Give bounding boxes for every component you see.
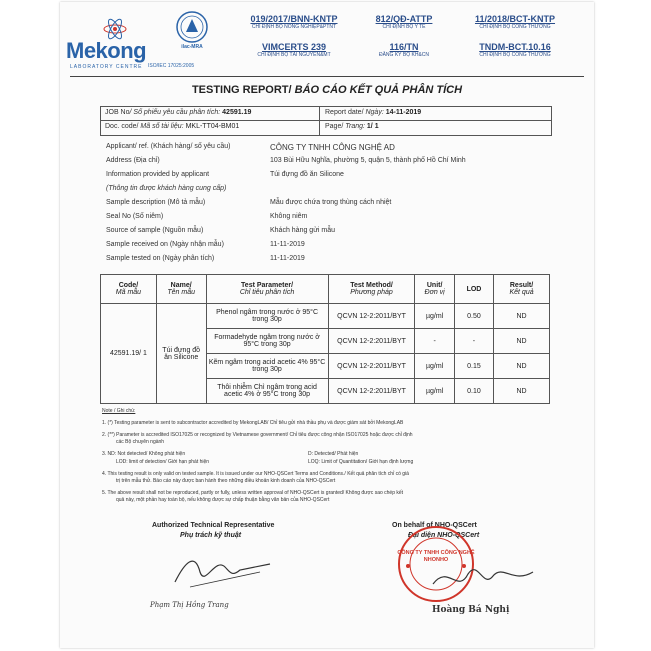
cert-5 xyxy=(364,42,444,58)
accreditation-seal-icon xyxy=(170,10,214,44)
header-divider xyxy=(70,76,584,77)
note-item: LOD: limit of detection/ Giới hạn phát hiện xyxy=(116,459,210,465)
info-label: Information provided by applicant xyxy=(106,171,210,178)
right-signatory-title: On behalf of NHO-QSCert xyxy=(392,522,477,529)
column-header: Result/ Kết quả xyxy=(494,275,550,304)
result: ND xyxy=(494,379,550,404)
info-value: Không niêm xyxy=(270,213,308,220)
note-item: D: Detected/ Phát hiện xyxy=(308,451,359,457)
cert-6 xyxy=(460,42,570,58)
test-parameter: Kẽm ngâm trong acid acetic 4% 95°C trong 30p xyxy=(206,354,328,379)
title-vi: BÁO CÁO KẾT QUẢ PHÂN TÍCH xyxy=(291,84,463,96)
cert-3 xyxy=(460,14,570,30)
logo-word: Mekong xyxy=(66,38,147,63)
info-value: Mẫu được chứa trong thùng cách nhiệt xyxy=(270,199,392,206)
right-signatory-name: Hoàng Bá Nghị xyxy=(432,605,510,615)
cert-code: 116/TN xyxy=(389,42,419,52)
cert-desc: CHỈ ĐỊNH BỘ CÔNG THƯƠNG xyxy=(479,24,551,30)
info-label: Seal No (Số niêm) xyxy=(106,213,164,220)
result: ND xyxy=(494,329,550,354)
job-number: JOB No/ Số phiếu yêu cầu phân tích: 42591.19 xyxy=(105,109,252,116)
cert-desc: CHỈ ĐỊNH BỘ CÔNG THƯƠNG xyxy=(479,52,551,58)
iso-standard: ISO/IEC 17025:2005 xyxy=(148,63,195,69)
test-method: QCVN 12-2:2011/BYT xyxy=(328,379,415,404)
table-header-row xyxy=(101,275,550,304)
info-label: Address (Địa chỉ) xyxy=(106,157,160,164)
right-signatory-subtitle: Đại diện NHO-QSCert xyxy=(408,532,480,539)
results-table xyxy=(100,274,550,404)
ilac-mra-mark xyxy=(170,10,214,68)
note-item: 5. The above result shall not be reproduced, partly or fully, unless written approval of NHO-QSCert is granted/ Không được sao chép kết xyxy=(102,490,404,496)
info-label: Applicant/ ref. (Khách hàng/ số yêu cầu) xyxy=(106,143,231,150)
page-number: Page/ Trang: 1/ 1 xyxy=(325,123,379,130)
note-item: 3. ND: Not detected/ Không phát hiện xyxy=(102,451,186,457)
result: ND xyxy=(494,354,550,379)
info-label: Sample tested on (Ngày phân tích) xyxy=(106,255,215,262)
info-value: 103 Bùi Hữu Nghĩa, phường 5, quận 5, thành phố Hồ Chí Minh xyxy=(270,157,466,164)
mekong-logo xyxy=(64,12,154,72)
cert-code: 11/2018/BCT-KNTP xyxy=(474,14,556,24)
lod: 0.50 xyxy=(454,304,493,329)
unit: µg/ml xyxy=(415,379,454,404)
test-method: QCVN 12-2:2011/BYT xyxy=(328,329,415,354)
info-label: Source of sample (Nguồn mẫu) xyxy=(106,227,204,234)
report-title xyxy=(60,84,594,96)
cert-code: VIMCERTS 239 xyxy=(261,42,327,52)
stamp-text: CÔNG TY TNHH CÔNG NGHỆ NHONHO xyxy=(397,550,475,563)
column-header: Name/ Tên mẫu xyxy=(156,275,206,304)
column-header: Test Parameter/ Chỉ tiêu phân tích xyxy=(206,275,328,304)
left-signatory-title: Authorized Technical Representative xyxy=(152,522,275,529)
test-parameter: Formadehyde ngâm trong nước ở 95°C trong 30p xyxy=(206,329,328,354)
test-parameter: Thôi nhiễm Chì ngâm trong acid acetic 4% ở 95°C trong 30p xyxy=(206,379,328,404)
table-row xyxy=(101,304,550,329)
cert-1 xyxy=(238,14,350,30)
note-item: 2. (**) Parameter is accredited ISO17025 or recognized by Vietnamese government/ Chỉ tiêu được công nhận ISO17025 hoặc được chỉ định xyxy=(102,432,413,438)
sample-name: Túi đựng đồ ăn Silicone xyxy=(156,304,206,404)
unit: µg/ml xyxy=(415,354,454,379)
lod: 0.10 xyxy=(454,379,493,404)
doc-code: Doc. code/ Mã số tài liệu: MKL-TT04-BM01 xyxy=(105,123,240,130)
column-header: Test Method/ Phương pháp xyxy=(328,275,415,304)
cert-desc: CHỈ ĐỊNH BỘ Y TẾ xyxy=(382,24,426,30)
info-value: Túi đựng đồ ăn Silicone xyxy=(270,171,344,178)
cert-code: TNDM-BCT.10.16 xyxy=(479,42,551,52)
cert-desc: CHỈ ĐỊNH BỘ NÔNG NGHIỆP&PTNT xyxy=(251,24,337,30)
column-header: LOD xyxy=(454,275,493,304)
report-page xyxy=(60,2,594,648)
info-value: Khách hàng gửi mẫu xyxy=(270,227,336,234)
job-box-divider xyxy=(319,107,320,135)
note-item: 1. (*) Testing parameter is sent to subcontractor accredited by MekongLAB/ Chỉ tiêu gửi nhà thầu phụ và được giám sát bởi MekongLAB xyxy=(102,420,404,426)
job-info-box xyxy=(100,106,552,136)
note-item: 4. This testing result is only valid on tested sample. It is issued under our NHO-QSCert Terms and Conditions./ Kết quả phân tích chỉ có giá xyxy=(102,471,409,477)
info-value: 11-11-2019 xyxy=(270,241,305,248)
right-signature-icon xyxy=(428,554,538,599)
info-label: (Thông tin được khách hàng cung cấp) xyxy=(106,185,227,192)
notes-heading: Note / Ghi chú: xyxy=(102,408,136,414)
test-method: QCVN 12-2:2011/BYT xyxy=(328,304,415,329)
left-signatory-subtitle: Phụ trách kỹ thuật xyxy=(180,532,242,539)
cert-desc: ĐĂNG KÝ BỘ KH&CN xyxy=(378,52,429,58)
left-signatory-name: Phạm Thị Hồng Trang xyxy=(150,601,229,609)
test-parameter: Phenol ngâm trong nước ở 95°C trong 30p xyxy=(206,304,328,329)
cert-4 xyxy=(238,42,350,58)
ilac-label: ilac-MRA xyxy=(181,44,203,50)
lod: 0.15 xyxy=(454,354,493,379)
logo-subtitle: LABORATORY CENTRE xyxy=(70,64,143,70)
note-item: các Bộ chuyên ngành xyxy=(116,439,165,445)
note-item: LOQ: Limit of Quantitation/ Giới hạn định lượng xyxy=(308,459,414,465)
cert-desc: CHỈ ĐỊNH BỘ TÀI NGUYÊN&MT xyxy=(257,52,331,58)
sample-code: 42591.19/ 1 xyxy=(101,304,157,404)
left-signature-icon xyxy=(170,542,280,592)
result: ND xyxy=(494,304,550,329)
title-en: TESTING REPORT/ xyxy=(191,84,292,96)
unit: µg/ml xyxy=(415,304,454,329)
unit: - xyxy=(415,329,454,354)
info-label: Sample received on (Ngày nhận mẫu) xyxy=(106,241,224,248)
note-item: quả này, một phần hay toàn bộ, nếu không được sự chấp thuận bằng văn bản của NHO-QSCert xyxy=(116,497,330,503)
info-label: Sample description (Mô tả mẫu) xyxy=(106,199,206,206)
note-item: trị trên mẫu thử. Báo cáo này được ban hành theo những điều khoản kinh doanh của NHO-QSCert xyxy=(116,478,336,484)
cert-2 xyxy=(364,14,444,30)
test-method: QCVN 12-2:2011/BYT xyxy=(328,354,415,379)
info-value: 11-11-2019 xyxy=(270,255,305,262)
info-value: CÔNG TY TNHH CÔNG NGHỆ AD xyxy=(270,143,395,152)
cert-code: 019/2017/BNN-KNTP xyxy=(250,14,338,24)
column-header: Unit/ Đơn vị xyxy=(415,275,454,304)
job-box-divider xyxy=(101,120,551,121)
lod: - xyxy=(454,329,493,354)
report-date: Report date/ Ngày: 14-11-2019 xyxy=(325,109,422,116)
column-header: Code/ Mã mẫu xyxy=(101,275,157,304)
cert-code: 812/QĐ-ATTP xyxy=(375,14,433,24)
